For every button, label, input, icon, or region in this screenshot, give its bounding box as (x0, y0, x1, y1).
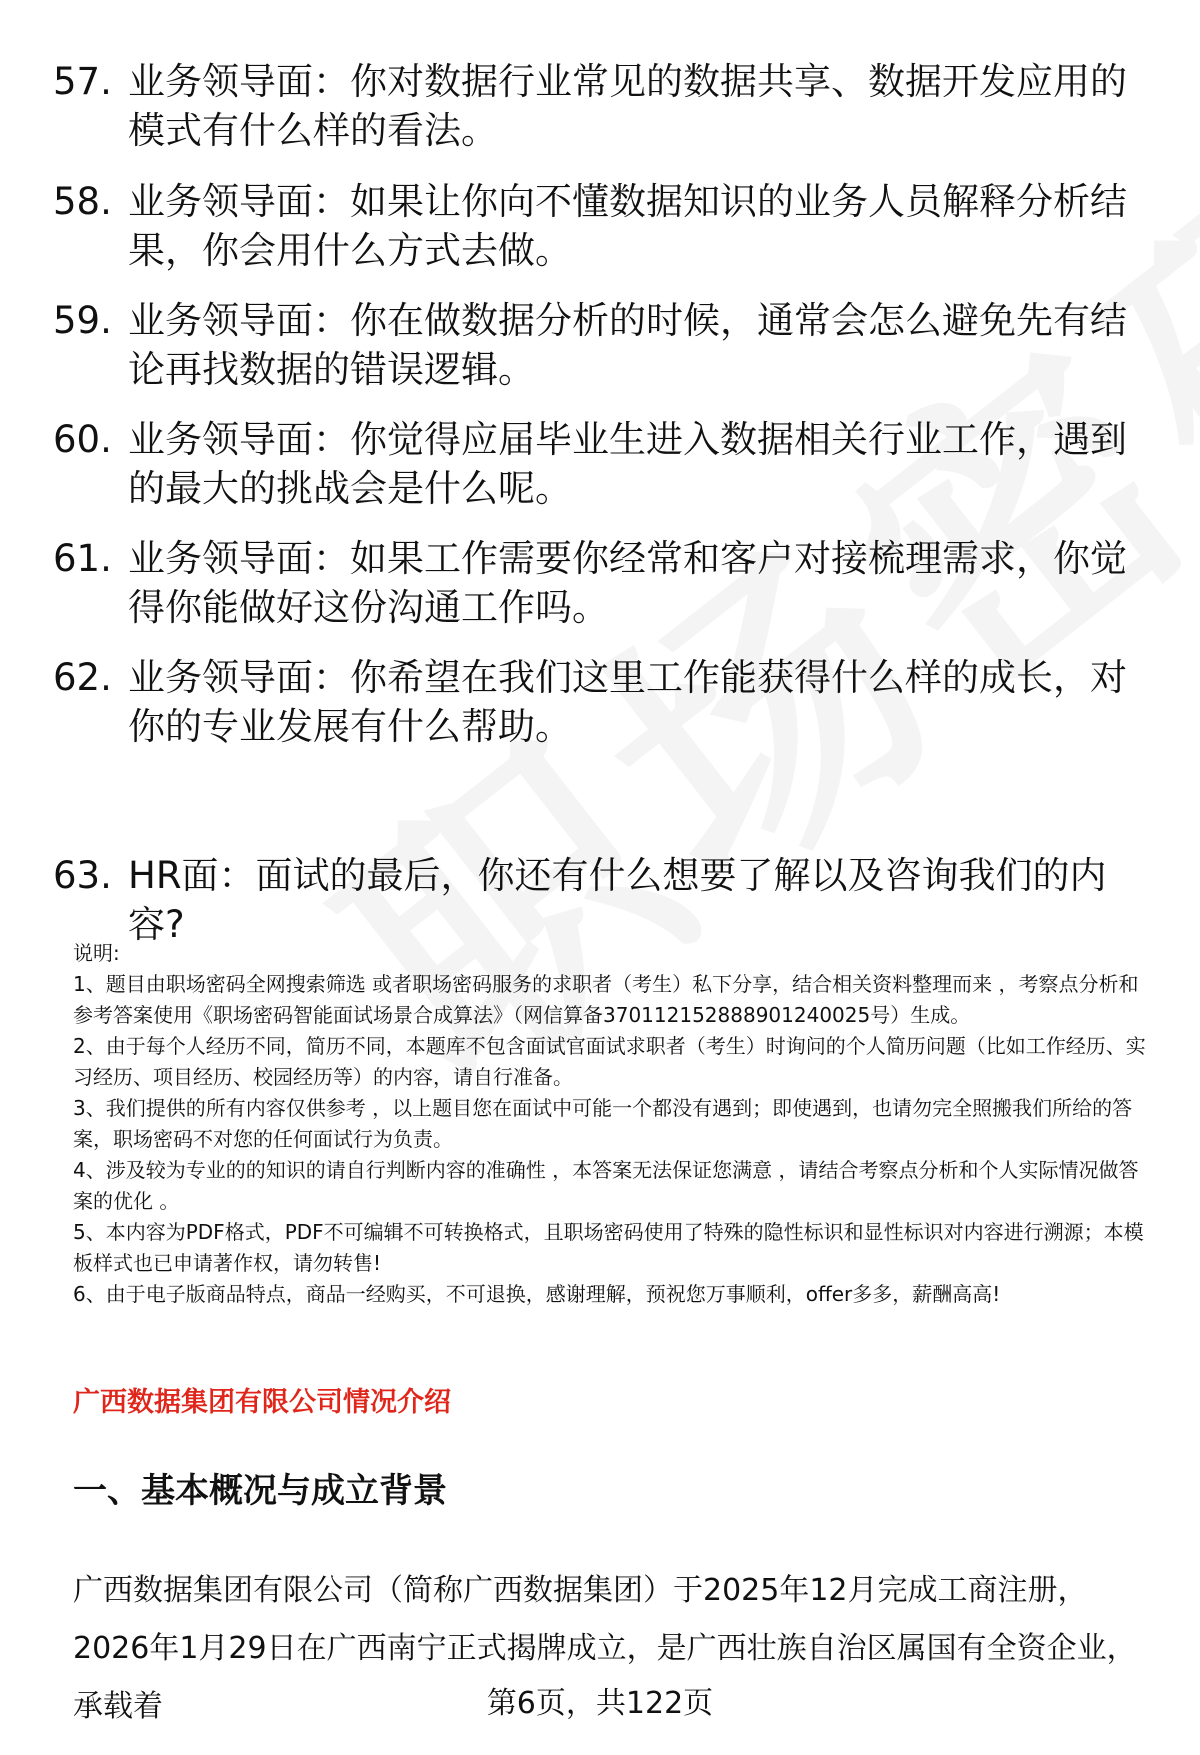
question-item-60 (53, 415, 1143, 513)
question-number: 63. (53, 854, 112, 897)
notes-section (73, 938, 1153, 1310)
note-item: 5、本内容为PDF格式，PDF不可编辑不可转换格式，且职场密码使用了特殊的隐性标识和显性标识对内容进行溯源；本模板样式也已申请著作权，请勿转售! (73, 1220, 1144, 1275)
note-item: 3、我们提供的所有内容仅供参考 ，以上题目您在面试中可能一个都没有遇到；即使遇到，也请勿完全照搬我们所给的答案，职场密码不对您的任何面试行为负责。 (73, 1096, 1133, 1151)
question-item-62 (53, 653, 1143, 751)
section-heading: 一、基本概况与成立背景 (73, 1471, 447, 1511)
question-text: 业务领导面：你在做数据分析的时候，通常会怎么避免先有结论再找数据的错误逻辑。 (128, 299, 1127, 391)
notes-heading: 说明: (73, 941, 120, 965)
note-item: 6、由于电子版商品特点，商品一经购买，不可退换，感谢理解，预祝您万事顺利，offer多多，薪酬高高! (73, 1282, 1001, 1306)
question-text: HR面：面试的最后，你还有什么想要了解以及咨询我们的内容? (128, 854, 1107, 946)
question-text: 业务领导面：你希望在我们这里工作能获得什么样的成长，对你的专业发展有什么帮助。 (128, 656, 1127, 748)
question-item-63 (53, 851, 1143, 949)
question-item-59 (53, 296, 1143, 394)
company-intro-title: 广西数据集团有限公司情况介绍 (73, 1387, 451, 1418)
question-number: 60. (53, 418, 112, 461)
question-number: 59. (53, 299, 112, 342)
intro-paragraph: 广西数据集团有限公司（简称广西数据集团）于2025年12月完成工商注册，2026年1月29日在广西南宁正式揭牌成立，是广西壮族自治区属国有全资企业，承载着 (73, 1573, 1137, 1724)
question-item-58 (53, 177, 1143, 275)
question-number: 62. (53, 656, 112, 699)
note-item: 1、题目由职场密码全网搜索筛选 或者职场密码服务的求职者（考生）私下分享，结合相关资料整理而来 ，考察点分析和参考答案使用《职场密码智能面试场景合成算法》（网信算备370112152888901240025号）生成。 (73, 972, 1139, 1027)
question-text: 业务领导面：如果让你向不懂数据知识的业务人员解释分析结果，你会用什么方式去做。 (128, 180, 1127, 272)
question-text: 业务领导面：你对数据行业常见的数据共享、数据开发应用的模式有什么样的看法。 (128, 60, 1127, 152)
page-number: 第6页，共122页 (486, 1686, 714, 1721)
question-item-57 (53, 57, 1143, 155)
note-item: 4、涉及较为专业的的知识的请自行判断内容的准确性 ，本答案无法保证您满意 ，请结合考察点分析和个人实际情况做答案的优化 。 (73, 1158, 1139, 1213)
note-item: 2、由于每个人经历不同，简历不同，本题库不包含面试官面试求职者（考生）时询问的个人简历问题（比如工作经历、实习经历、项目经历、校园经历等）的内容，请自行准备。 (73, 1034, 1146, 1089)
question-number: 61. (53, 537, 112, 580)
question-item-61 (53, 534, 1143, 632)
question-text: 业务领导面：如果工作需要你经常和客户对接梳理需求，你觉得你能做好这份沟通工作吗。 (128, 537, 1127, 629)
question-text: 业务领导面：你觉得应届毕业生进入数据相关行业工作，遇到的最大的挑战会是什么呢。 (128, 418, 1127, 510)
question-number: 58. (53, 180, 112, 223)
question-number: 57. (53, 60, 112, 103)
